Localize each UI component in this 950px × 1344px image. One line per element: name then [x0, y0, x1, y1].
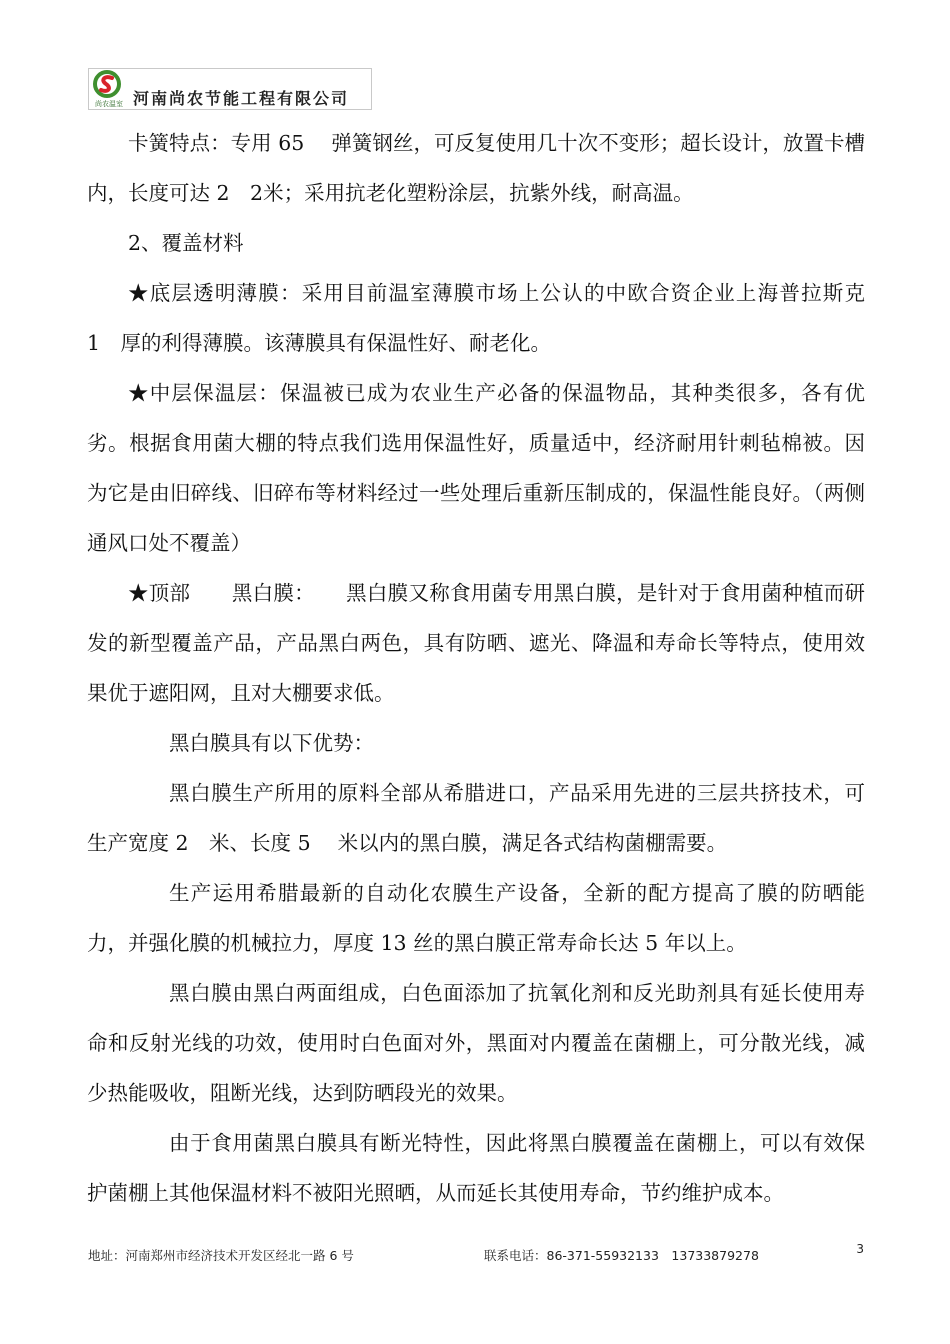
paragraph: 黑白膜生产所用的原料全部从希腊进口，产品采用先进的三层共挤技术，可生产宽度 2 米、长度 5 米以内的黑白膜，满足各式结构菌棚需要。 [87, 781, 865, 855]
paragraph: ★顶部 黑白膜： 黑白膜又称食用菌专用黑白膜，是针对于食用菌种植而研发的新型覆盖产品，产品黑白两色，具有防晒、遮光、降温和寿命长等特点，使用效果优于遮阳网，且对大棚要求低。 [87, 581, 865, 705]
paragraph: ★中层保温层：保温被已成为农业生产必备的保温物品，其种类很多，各有优劣。根据食用菌大棚的特点我们选用保温性好，质量适中，经济耐用针刺毡棉被。因为它是由旧碎线、旧碎布等材料经过一些处理后重新压制成的，保温性能良好。（两侧通风口处不覆盖） [87, 381, 865, 555]
page-number: 3 [856, 1242, 864, 1256]
footer-phone: 联系电话：86-371-55932133 13733879278 [484, 1248, 759, 1263]
page-footer [88, 1242, 868, 1270]
company-logo [91, 70, 123, 108]
company-name: 河南尚农节能工程有限公司 [133, 89, 350, 108]
paragraph: 由于食用菌黑白膜具有断光特性，因此将黑白膜覆盖在菌棚上，可以有效保护菌棚上其他保温材料不被阳光照晒，从而延长其使用寿命，节约维护成本。 [87, 1131, 865, 1205]
document-body [87, 118, 906, 1218]
footer-address: 地址：河南郑州市经济技术开发区经北一路 6 号 [88, 1248, 354, 1263]
section-heading: 2、覆盖材料 [128, 231, 244, 255]
page-header [88, 68, 372, 110]
paragraph: 生产运用希腊最新的自动化农膜生产设备，全新的配方提高了膜的防晒能力，并强化膜的机械拉力，厚度 13 丝的黑白膜正常寿命长达 5 年以上。 [87, 881, 865, 955]
logo-caption: 尚农温室 [95, 100, 123, 108]
subheading: 黑白膜具有以下优势： [169, 731, 374, 755]
paragraph: 黑白膜由黑白两面组成，白色面添加了抗氧化剂和反光助剂具有延长使用寿命和反射光线的功效，使用时白色面对外，黑面对内覆盖在菌棚上，可分散光线，减少热能吸收，阻断光线，达到防晒段光的效果。 [87, 981, 865, 1105]
paragraph: ★底层透明薄膜：采用目前温室薄膜市场上公认的中欧合资企业上海普拉斯克 1 厚的利得薄膜。该薄膜具有保温性好、耐老化。 [87, 281, 906, 355]
paragraph: 卡簧特点：专用 65 弹簧钢丝，可反复使用几十次不变形；超长设计，放置卡槽内，长度可达 2 2米；采用抗老化塑粉涂层，抗紫外线，耐高温。 [87, 131, 865, 205]
